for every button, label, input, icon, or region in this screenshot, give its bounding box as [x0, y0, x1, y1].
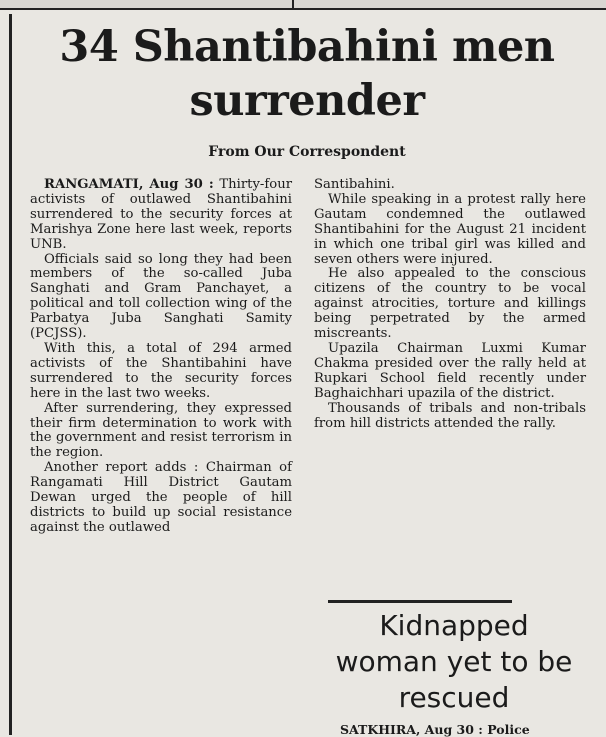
column-border-left [9, 14, 12, 735]
paragraph-7: He also appealed to the conscious citizens of the country to be vocal against atrocities, torture and killings being perpetrated by the armed miscreants. [314, 266, 586, 342]
previous-article-edge [0, 0, 606, 9]
paragraph-4: After surrendering, they expressed their firm determination to work with the government and resist terrorism in the region. [30, 400, 292, 461]
paragraph-dateline [30, 178, 292, 253]
paragraph-continuation: Santibahini. [314, 177, 395, 192]
dateline: RANGAMATI, Aug 30 : [44, 177, 214, 192]
paragraph-3: With this, a total of 294 armed activists of the Shantibahini have surrendered to the security forces here in the last two weeks. [30, 340, 292, 401]
paragraph-9: Thousands of tribals and non-tribals from hill districts attended the rally. [314, 400, 586, 431]
second-article-dateline: SATKHIRA, Aug 30 : Police [340, 722, 530, 737]
column-2 [314, 178, 586, 431]
second-article-rule [328, 600, 512, 603]
second-article-headline: Kidnapped woman yet to be rescued [335, 609, 573, 714]
paragraph-8: Upazila Chairman Luxmi Kumar Chakma presided over the rally held at Rupkari School field recently under Baghaichhari upazila of the district. [314, 340, 586, 401]
paragraph-6: While speaking in a protest rally here Gautam condemned the outlawed Shantibahini for the August 21 incident in which one tribal girl was killed and seven others were injured. [314, 191, 586, 267]
byline: From Our Correspondent [208, 144, 406, 160]
headline [14, 20, 600, 128]
column-1 [30, 178, 292, 536]
paragraph-2: Officials said so long they had been members of the so-called Juba Sanghati and Gram Panchayet, a political and toll collection wing of the Parbatya Juba Sanghati Samity (PCJSS). [30, 251, 292, 342]
top-rule [0, 8, 606, 10]
paragraph-1: Thirty-four activists of outlawed Shantibahini surrendered to the security forces at Marishya Zone here last week, reports UNB. [30, 177, 292, 252]
headline-line-1: 34 Shantibahini men [59, 22, 555, 72]
headline-line-2: surrender [189, 76, 425, 126]
paragraph-5: Another report adds : Chairman of Rangamati Hill District Gautam Dewan urged the people of hill districts to build up social resistance against the outlawed [30, 460, 292, 535]
